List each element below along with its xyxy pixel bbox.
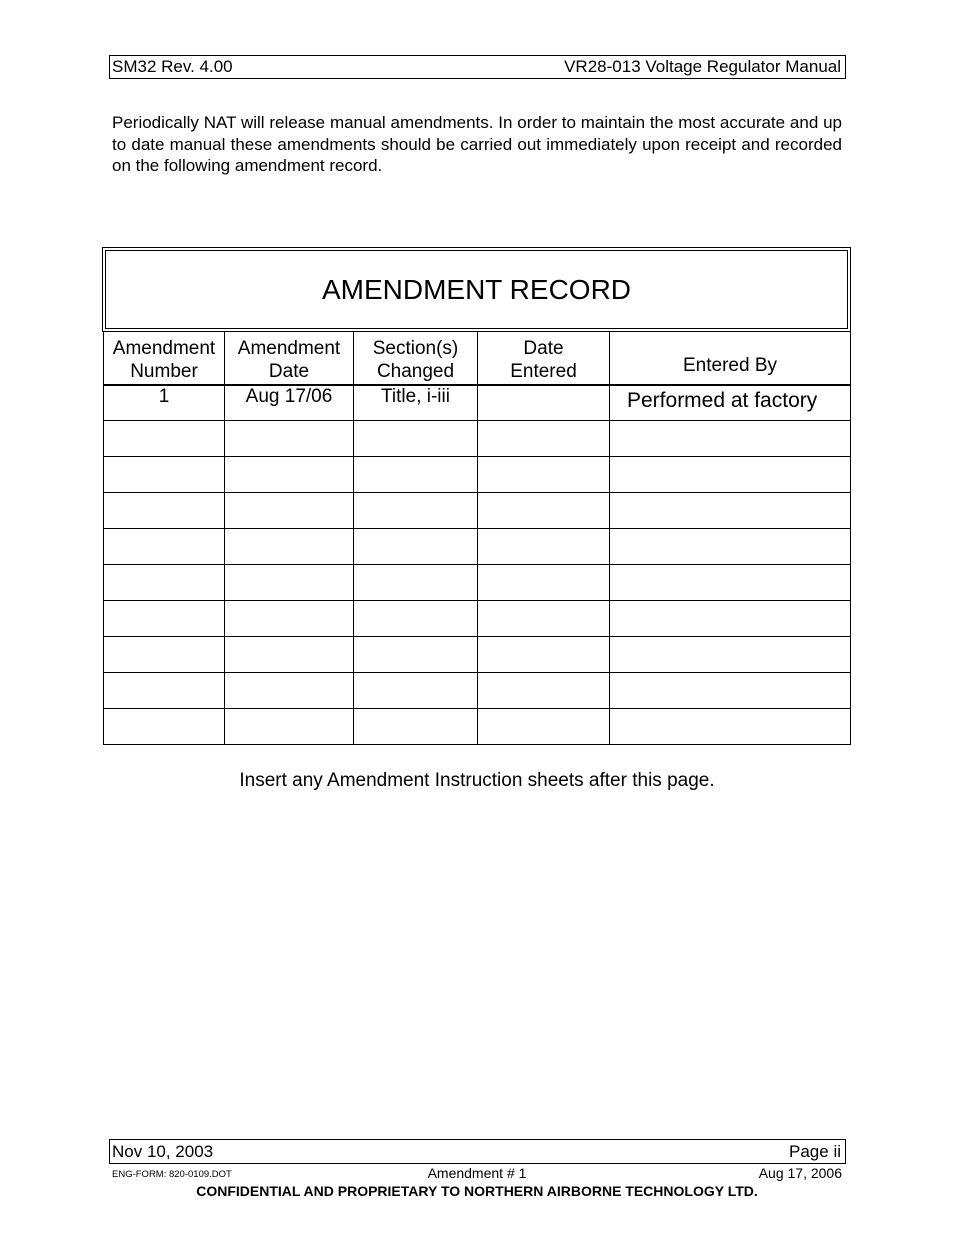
cell-number — [104, 493, 225, 529]
cell-date — [225, 529, 354, 565]
cell-entered — [478, 601, 610, 637]
col-header-amendment-number: Amendment Number — [104, 332, 225, 385]
cell-entered — [478, 637, 610, 673]
cell-number — [104, 565, 225, 601]
amendment-number: Amendment # 1 — [427, 1165, 527, 1181]
issue-date: Nov 10, 2003 — [112, 1142, 214, 1161]
table-row — [104, 529, 851, 565]
confidential-notice: CONFIDENTIAL AND PROPRIETARY TO NORTHERN AIRBORNE TECHNOLOGY LTD. — [196, 1183, 758, 1199]
cell-by — [610, 493, 851, 529]
page-number: Page ii — [789, 1142, 841, 1161]
cell-sections — [354, 565, 478, 601]
cell-by — [610, 565, 851, 601]
cell-by: Performed at factory — [610, 385, 851, 421]
cell-date — [225, 709, 354, 745]
cell-date — [225, 493, 354, 529]
cell-entered — [478, 493, 610, 529]
table-row — [104, 637, 851, 673]
col-header-sections-changed: Section(s) Changed — [354, 332, 478, 385]
cell-by — [610, 673, 851, 709]
cell-number — [104, 673, 225, 709]
cell-sections — [354, 673, 478, 709]
cell-sections — [354, 493, 478, 529]
table-row — [104, 493, 851, 529]
cell-date — [225, 421, 354, 457]
cell-date: Aug 17/06 — [225, 385, 354, 421]
insert-note: Insert any Amendment Instruction sheets after this page. — [239, 770, 715, 791]
cell-sections — [354, 637, 478, 673]
cell-entered — [478, 421, 610, 457]
cell-by — [610, 637, 851, 673]
table-row — [104, 601, 851, 637]
cell-number: 1 — [104, 385, 225, 421]
cell-sections — [354, 421, 478, 457]
cell-date — [225, 637, 354, 673]
cell-date — [225, 673, 354, 709]
amendment-record-title: AMENDMENT RECORD — [105, 250, 848, 329]
cell-sections — [354, 601, 478, 637]
page-footer — [109, 1139, 846, 1164]
cell-date — [225, 601, 354, 637]
col-header-date-entered: Date Entered — [478, 332, 610, 385]
amendment-record-title-box — [102, 247, 851, 332]
amendment-date: Aug 17, 2006 — [758, 1165, 842, 1181]
table-header-row — [104, 332, 851, 385]
cell-entered — [478, 529, 610, 565]
cell-number — [104, 421, 225, 457]
doc-title: VR28-013 Voltage Regulator Manual — [564, 57, 841, 76]
cell-sections — [354, 529, 478, 565]
cell-date — [225, 565, 354, 601]
form-id: ENG-FORM: 820-0109.DOT — [112, 1169, 232, 1180]
table-row — [104, 673, 851, 709]
table-row — [104, 385, 851, 421]
cell-by — [610, 421, 851, 457]
amendment-record-table — [103, 331, 851, 745]
cell-sections: Title, i-iii — [354, 385, 478, 421]
cell-number — [104, 637, 225, 673]
page-header — [109, 55, 846, 79]
cell-entered — [478, 709, 610, 745]
cell-date — [225, 457, 354, 493]
col-header-entered-by: Entered By — [610, 332, 851, 385]
cell-sections — [354, 457, 478, 493]
cell-by — [610, 709, 851, 745]
table-row — [104, 457, 851, 493]
doc-id: SM32 Rev. 4.00 — [112, 57, 233, 76]
cell-by — [610, 601, 851, 637]
col-header-amendment-date: Amendment Date — [225, 332, 354, 385]
cell-entered — [478, 385, 610, 421]
cell-entered — [478, 565, 610, 601]
cell-entered — [478, 673, 610, 709]
intro-paragraph: Periodically NAT will release manual amendments. In order to maintain the most accurate and up to date manual these amendments should be carried out immediately upon receipt and recorded on the following amendment record. — [112, 113, 842, 175]
cell-sections — [354, 709, 478, 745]
cell-number — [104, 457, 225, 493]
cell-entered — [478, 457, 610, 493]
cell-number — [104, 529, 225, 565]
cell-number — [104, 709, 225, 745]
cell-by — [610, 457, 851, 493]
cell-by — [610, 529, 851, 565]
table-row — [104, 421, 851, 457]
footer-info-line — [112, 1165, 842, 1183]
table-row — [104, 709, 851, 745]
cell-number — [104, 601, 225, 637]
table-row — [104, 565, 851, 601]
